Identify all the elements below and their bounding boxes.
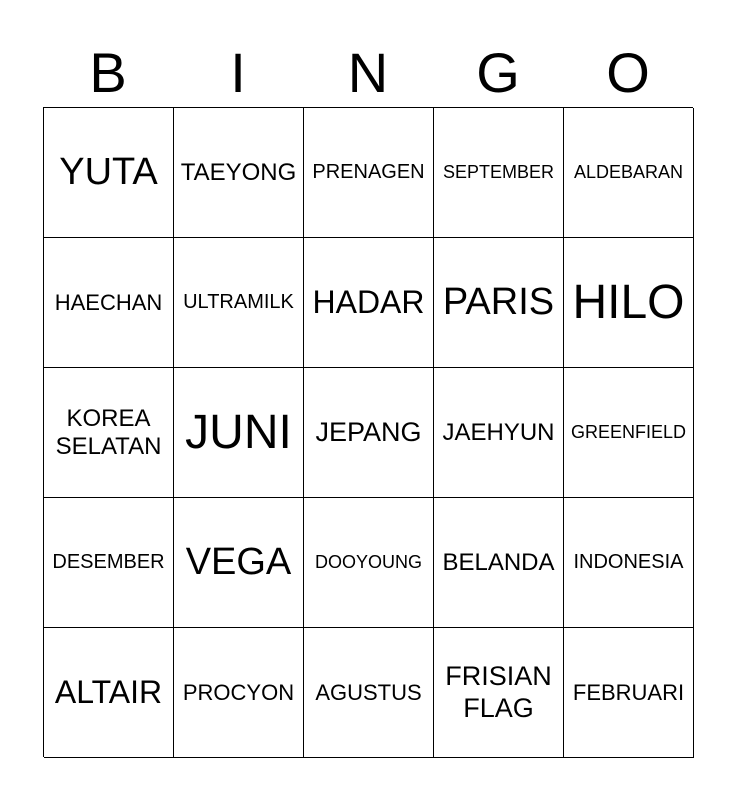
header-letter-i: I	[230, 41, 246, 104]
bingo-cell: FRISIAN FLAG	[434, 628, 564, 758]
bingo-cell: JAEHYUN	[434, 368, 564, 498]
bingo-cell: HILO	[564, 238, 694, 368]
bingo-cell: PARIS	[434, 238, 564, 368]
bingo-cell: HADAR	[304, 238, 434, 368]
header-letter-b: B	[89, 41, 127, 104]
bingo-grid	[43, 107, 693, 757]
bingo-cell: INDONESIA	[564, 498, 694, 628]
header-letter-o: O	[606, 41, 650, 104]
bingo-cell: YUTA	[44, 108, 174, 238]
bingo-cell: ALDEBARAN	[564, 108, 694, 238]
bingo-cell: VEGA	[174, 498, 304, 628]
bingo-cell: DESEMBER	[44, 498, 174, 628]
header-letter-g: G	[476, 41, 520, 104]
bingo-cell: DOOYOUNG	[304, 498, 434, 628]
bingo-cell: BELANDA	[434, 498, 564, 628]
bingo-header	[43, 40, 693, 106]
bingo-cell: HAECHAN	[44, 238, 174, 368]
bingo-cell: ALTAIR	[44, 628, 174, 758]
bingo-cell: SEPTEMBER	[434, 108, 564, 238]
bingo-cell: TAEYONG	[174, 108, 304, 238]
bingo-cell: ULTRAMILK	[174, 238, 304, 368]
bingo-cell: KOREA SELATAN	[44, 368, 174, 498]
bingo-cell: PROCYON	[174, 628, 304, 758]
bingo-cell: FEBRUARI	[564, 628, 694, 758]
bingo-cell: PRENAGEN	[304, 108, 434, 238]
bingo-cell: GREENFIELD	[564, 368, 694, 498]
bingo-cell: JUNI	[174, 368, 304, 498]
header-letter-n: N	[347, 41, 389, 104]
bingo-cell: AGUSTUS	[304, 628, 434, 758]
bingo-cell: JEPANG	[304, 368, 434, 498]
